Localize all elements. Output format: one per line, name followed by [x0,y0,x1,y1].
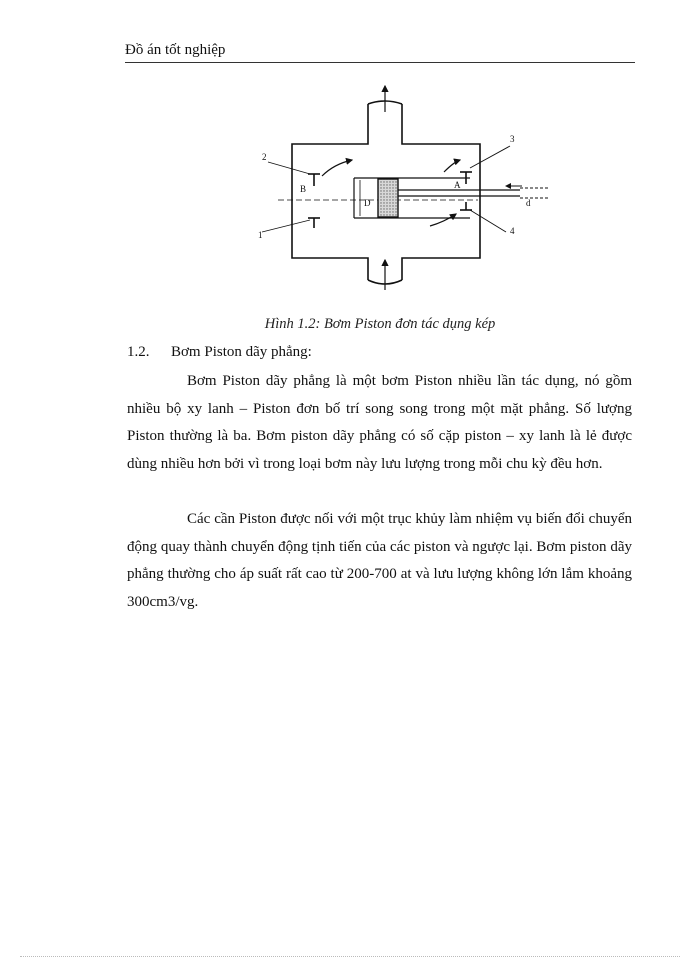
label-d: d [526,198,531,208]
label-2: 2 [262,152,267,162]
page-bottom-divider [20,956,680,957]
section-number: 1.2. [127,344,150,360]
label-4: 4 [510,226,515,236]
label-D: D [364,198,371,208]
pump-diagram-svg [248,82,548,298]
label-3: 3 [510,134,515,144]
piston-block [378,179,398,217]
label-B: B [300,184,307,194]
label-1: 1 [258,230,263,240]
figure-caption: Hình 1.2: Bơm Piston đơn tác dụng kép [264,316,496,332]
section-title: Bơm Piston dãy phẳng: [171,344,312,360]
paragraph-1: Bơm Piston dãy phẳng là một bơm Piston nhiều lần tác dụng, nó gồm nhiều bộ xy lanh – Piston đơn bố trí song song trong một mặt phẳng. Số lượng Piston thường là ba. Bơm piston dãy phẳng có số cặp piston – xy lanh là lẻ được dùng nhiều hơn bởi vì trong loại bơm này lưu lượng trong mỗi chu kỳ đều hơn. [127,373,632,472]
pump-diagram [248,82,548,298]
page-header: Đồ án tốt nghiệp [125,42,635,63]
section-heading [127,344,312,361]
label-A: A [454,180,461,190]
paragraph-2: Các cần Piston được nối với một trục khủy làm nhiệm vụ biến đổi chuyển động quay thành chuyển động tịnh tiến của các piston và ngược lại. Bơm piston dãy phẳng thường cho áp suất rất cao từ 200-700 at và lưu lượng không lớn lắm khoảng 300cm3/vg. [127,511,632,610]
